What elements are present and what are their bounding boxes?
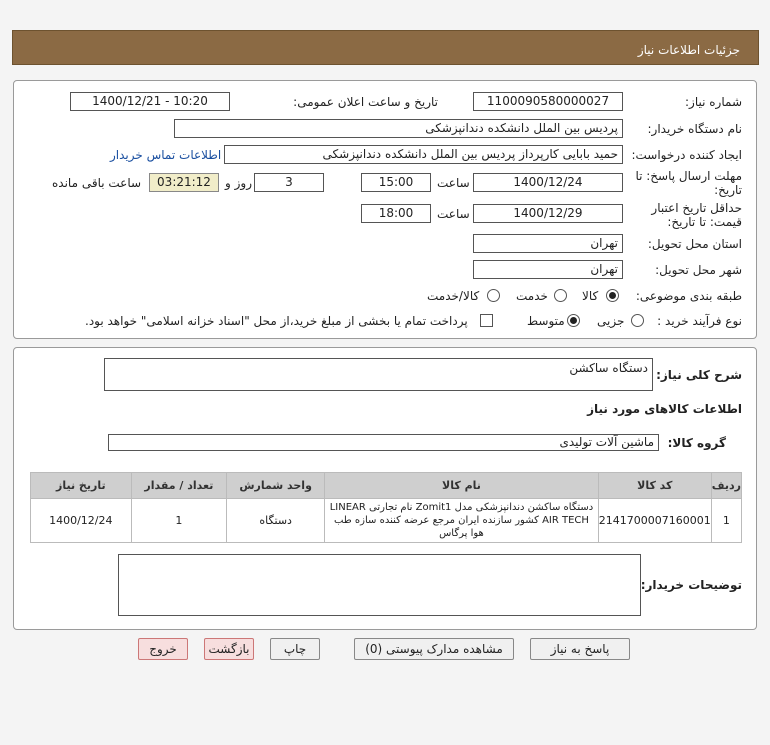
deadline-label: مهلت ارسال پاسخ: تا تاریخ: [635,169,742,197]
cell-unit: دستگاه [227,499,325,543]
need-info-panel [13,80,757,339]
page-title: جزئیات اطلاعات نیاز [637,43,740,57]
goods-table-header [31,473,742,499]
goods-group-label: گروه کالا: [667,436,726,450]
deadline-time-label: ساعت [437,176,470,190]
validity-date-field: 1400/12/29 [473,204,623,223]
buyer-org-label: نام دستگاه خریدار: [647,122,742,136]
requester-field: حمید بابایی کارپرداز پردیس بین الملل دانشکده دندانپزشکی [224,145,623,164]
deadline-date-field: 1400/12/24 [473,173,623,192]
back-button[interactable]: بازگشت [204,638,254,660]
purchase-radio-medium[interactable] [567,314,580,327]
province-label: استان محل تحویل: [647,237,742,251]
category-radio-goods-service[interactable] [487,289,500,302]
need-number-label: شماره نیاز: [685,95,742,109]
print-button[interactable]: چاپ [270,638,320,660]
reply-button[interactable]: پاسخ به نیاز [530,638,630,660]
purchase-option-medium: متوسط [527,314,565,328]
deadline-time-field: 15:00 [361,173,431,192]
deadline-days-field: 3 [254,173,324,192]
table-row [31,499,742,543]
col-date: تاریخ نیاز [31,473,132,499]
announce-label: تاریخ و ساعت اعلان عمومی: [293,95,438,109]
cell-qty: 1 [131,499,227,543]
deadline-days-label: روز و [225,176,252,190]
category-radio-service[interactable] [554,289,567,302]
category-option-service: خدمت [516,289,548,303]
province-field: تهران [473,234,623,253]
goods-group-field: ماشین آلات تولیدی [108,434,659,451]
exit-button[interactable]: خروج [138,638,188,660]
purchase-type-label: نوع فرآیند خرید : [657,314,742,328]
cell-name: دستگاه ساکشن دندانپزشکی مدل Zomit1 نام تجارتی LINEAR AIR TECH کشور سازنده ایران مرجع عرضه کننده سازه طب هوا پرگاس [325,499,599,543]
purchase-radio-minor[interactable] [631,314,644,327]
page-header [12,30,759,65]
announce-field: 1400/12/21 - 10:20 [70,92,230,111]
purchase-option-minor: جزیی [597,314,625,328]
attachments-button[interactable]: مشاهده مدارک پیوستی (0) [354,638,514,660]
category-radio-goods[interactable] [606,289,619,302]
remaining-time-label: ساعت باقی مانده [52,176,142,190]
city-label: شهر محل تحویل: [655,263,742,277]
buyer-notes-label: توضیحات خریدار: [640,578,742,592]
validity-label: حداقل تاریخ اعتبار قیمت: تا تاریخ: [651,201,742,229]
col-qty: تعداد / مقدار [131,473,227,499]
buyer-contact-link[interactable]: اطلاعات تماس خریدار [110,148,222,162]
validity-time-label: ساعت [437,207,470,221]
treasury-checkbox[interactable] [480,314,493,327]
requester-label: ایجاد کننده درخواست: [631,148,742,162]
buyer-org-field: پردیس بین الملل دانشکده دندانپزشکی [174,119,623,138]
need-details-panel [13,347,757,630]
cell-date: 1400/12/24 [31,499,132,543]
category-option-goods: کالا [582,289,599,303]
treasury-note: پرداخت تمام یا بخشی از مبلغ خرید،از محل "اسناد خزانه اسلامی" خواهد بود. [85,314,468,328]
remaining-time-field: 03:21:12 [149,173,219,192]
col-unit: واحد شمارش [227,473,325,499]
col-name: نام کالا [325,473,599,499]
summary-field: دستگاه ساکشن [104,358,653,391]
buyer-notes-field [118,554,641,616]
city-field: تهران [473,260,623,279]
category-label: طبقه بندی موضوعی: [635,289,742,303]
col-code: کد کالا [598,473,711,499]
summary-label: شرح کلی نیاز: [656,368,742,382]
col-row: ردیف [711,473,741,499]
cell-row: 1 [711,499,741,543]
goods-table [30,472,742,543]
validity-time-field: 18:00 [361,204,431,223]
category-option-goods-service: کالا/خدمت [427,289,480,303]
cell-code: 2141700007160001 [598,499,711,543]
goods-info-title: اطلاعات کالاهای مورد نیاز [587,402,742,416]
need-number-field: 1100090580000027 [473,92,623,111]
